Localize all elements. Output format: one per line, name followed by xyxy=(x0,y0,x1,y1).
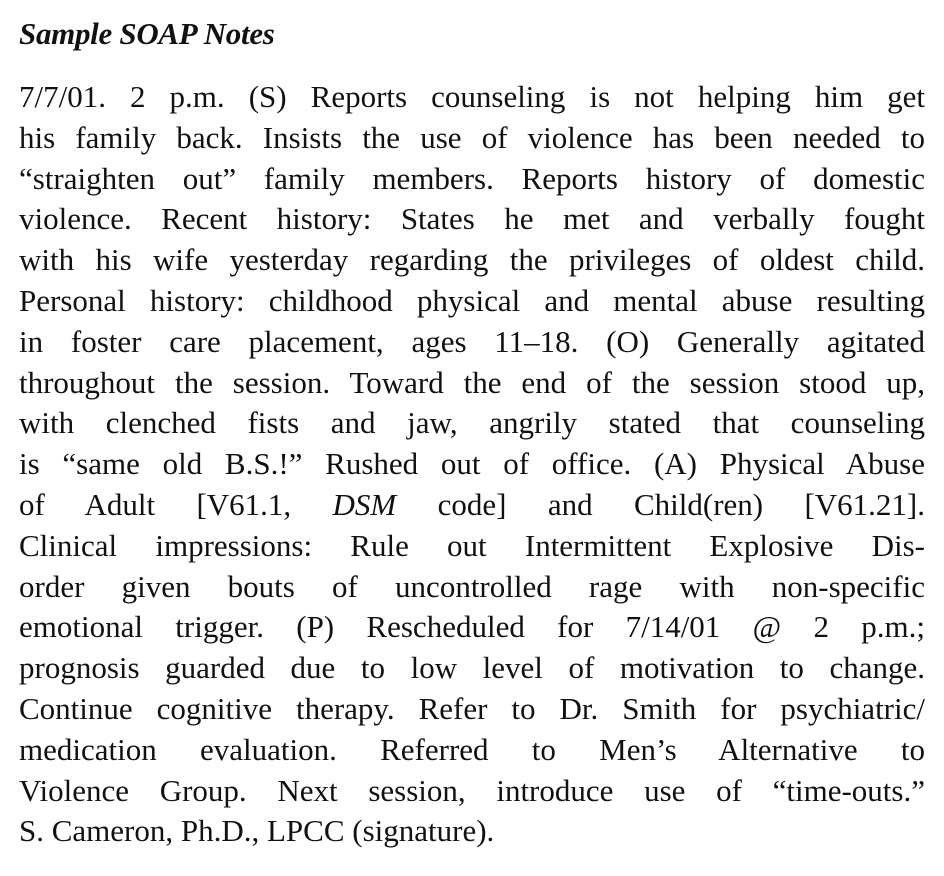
note-line xyxy=(19,322,925,363)
note-text: Violence Group. Next session, introduce use of “time-outs.” xyxy=(19,772,925,808)
note-text: Continue cognitive therapy. Refer to Dr. Smith for psychiatric/ xyxy=(19,690,925,726)
note-text: of Adult [V61.1, xyxy=(19,486,333,522)
note-text: medication evaluation. Referred to Men’s Alternative to xyxy=(19,731,925,767)
note-text: emotional trigger. (P) Rescheduled for 7/14/01 @ 2 p.m.; xyxy=(19,609,925,645)
note-line xyxy=(19,811,925,852)
note-line xyxy=(19,363,925,404)
note-line xyxy=(19,526,925,567)
note-italic-term: DSM xyxy=(332,486,397,522)
note-line xyxy=(19,281,925,322)
note-line xyxy=(19,77,925,118)
note-text: is “same old B.S.!” Rushed out of office. (A) Physical Abuse xyxy=(19,446,925,482)
note-text: Personal history: childhood physical and mental abuse resulting xyxy=(19,282,925,318)
note-text: S. Cameron, Ph.D., LPCC (signature). xyxy=(19,813,495,849)
note-text: with his wife yesterday regarding the privileges of oldest child. xyxy=(19,242,925,278)
note-line xyxy=(19,485,925,526)
note-text: in foster care placement, ages 11–18. (O) Generally agitated xyxy=(19,323,925,359)
note-text: with clenched fists and jaw, angrily stated that counseling xyxy=(19,405,925,441)
note-line xyxy=(19,730,925,771)
note-line xyxy=(19,648,925,689)
note-line xyxy=(19,403,925,444)
note-line xyxy=(19,607,925,648)
note-line xyxy=(19,159,925,200)
note-text: order given bouts of uncontrolled rage with non-specific xyxy=(19,568,925,604)
note-line xyxy=(19,199,925,240)
note-text: violence. Recent history: States he met and verbally fought xyxy=(19,201,925,237)
note-text: Clinical impressions: Rule out Intermittent Explosive Dis- xyxy=(19,527,925,563)
note-text: prognosis guarded due to low level of motivation to change. xyxy=(19,650,925,686)
note-text: code] and Child(ren) [V61.21]. xyxy=(396,486,925,522)
soap-note-body xyxy=(19,77,925,852)
note-line xyxy=(19,689,925,730)
note-line xyxy=(19,771,925,812)
note-line xyxy=(19,240,925,281)
note-line xyxy=(19,444,925,485)
page-title: Sample SOAP Notes xyxy=(19,16,275,51)
note-text: 7/7/01. 2 p.m. (S) Reports counseling is not helping him get xyxy=(19,79,925,114)
note-line xyxy=(19,567,925,608)
note-text: his family back. Insists the use of violence has been needed to xyxy=(19,119,925,155)
note-text: “straighten out” family members. Reports history of domestic xyxy=(19,160,925,196)
note-text: throughout the session. Toward the end of the session stood up, xyxy=(19,364,925,400)
note-line xyxy=(19,118,925,159)
